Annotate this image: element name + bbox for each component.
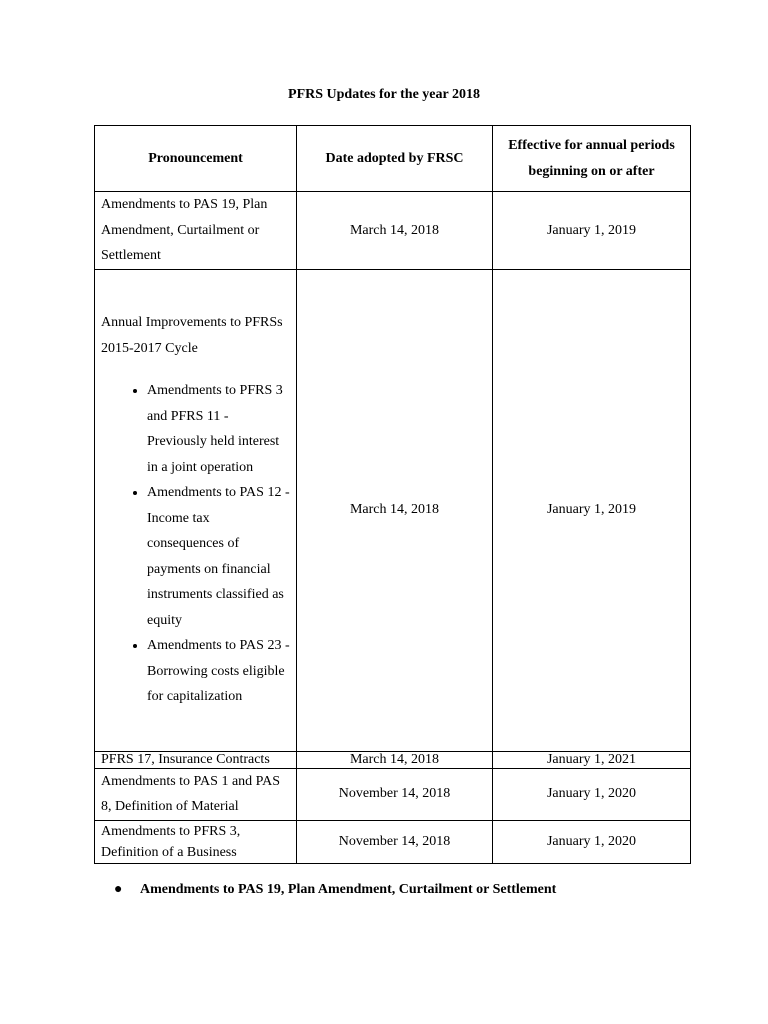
list-item: • Amendments to PAS 12 - Income tax consequences of payments on financial instruments classified as equity bbox=[147, 480, 290, 633]
date-adopted-cell: November 14, 2018 bbox=[297, 768, 493, 820]
effective-date-cell: January 1, 2019 bbox=[493, 192, 691, 270]
date-adopted-cell: November 14, 2018 bbox=[297, 820, 493, 863]
section-bullet bbox=[114, 882, 556, 898]
pronouncement-cell: PFRS 17, Insurance Contracts bbox=[95, 751, 297, 768]
document-title: PFRS Updates for the year 2018 bbox=[288, 87, 480, 102]
date-adopted-cell: March 14, 2018 bbox=[297, 192, 493, 270]
pronouncement-cell: Amendments to PFRS 3, Definition of a Business bbox=[95, 820, 297, 863]
pronouncement-cell bbox=[95, 269, 297, 751]
table-row bbox=[95, 768, 691, 820]
header-date-adopted: Date adopted by FRSC bbox=[297, 126, 493, 192]
date-adopted-cell: March 14, 2018 bbox=[297, 751, 493, 768]
table-row bbox=[95, 192, 691, 270]
header-effective: Effective for annual periods beginning on or after bbox=[493, 126, 691, 192]
header-pronouncement: Pronouncement bbox=[95, 126, 297, 192]
list-item: • Amendments to PFRS 3 and PFRS 11 - Previously held interest in a joint operation bbox=[147, 378, 290, 480]
pronouncement-cell: Amendments to PAS 19, Plan Amendment, Curtailment or Settlement bbox=[95, 192, 297, 270]
list-item: • Amendments to PAS 23 - Borrowing costs eligible for capitalization bbox=[147, 633, 290, 710]
table-row bbox=[95, 269, 691, 751]
pfrs-updates-table bbox=[94, 125, 691, 864]
pronouncement-cell: Amendments to PAS 1 and PAS 8, Definition of Material bbox=[95, 768, 297, 820]
table-row bbox=[95, 751, 691, 768]
effective-date-cell: January 1, 2020 bbox=[493, 820, 691, 863]
table-row bbox=[95, 820, 691, 863]
date-adopted-cell: March 14, 2018 bbox=[297, 269, 493, 751]
pronouncement-heading: Annual Improvements to PFRSs 2015-2017 Cycle bbox=[101, 315, 283, 356]
effective-date-cell: January 1, 2021 bbox=[493, 751, 691, 768]
table-header-row bbox=[95, 126, 691, 192]
effective-date-cell: January 1, 2020 bbox=[493, 768, 691, 820]
effective-date-cell: January 1, 2019 bbox=[493, 269, 691, 751]
improvements-list bbox=[101, 378, 290, 710]
section-bullet-text: Amendments to PAS 19, Plan Amendment, Curtailment or Settlement bbox=[140, 882, 557, 897]
bullet-icon: ● bbox=[114, 882, 123, 897]
